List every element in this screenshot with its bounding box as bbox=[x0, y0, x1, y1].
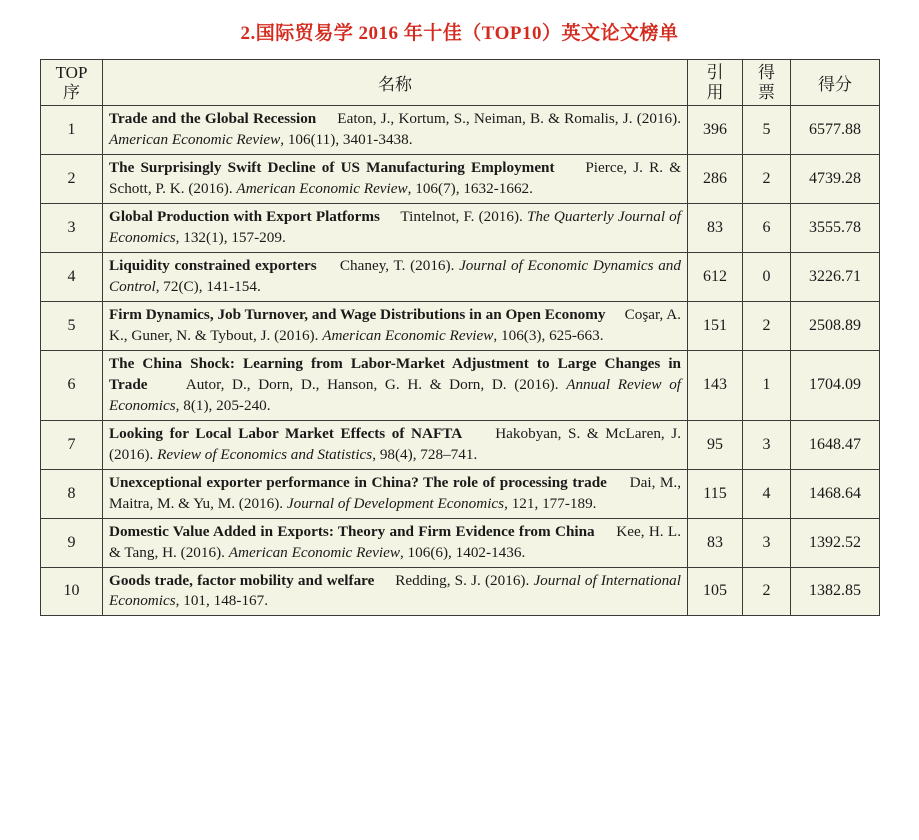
table-row bbox=[41, 350, 880, 420]
paper-locator: , 132(1), 157-209. bbox=[175, 228, 286, 246]
cell-score: 1392.52 bbox=[791, 518, 880, 567]
cell-votes: 2 bbox=[743, 301, 791, 350]
table-row bbox=[41, 106, 880, 155]
paper-locator: , 101, 148-167. bbox=[175, 592, 269, 610]
column-header-votes-line2: 票 bbox=[758, 82, 775, 102]
cell-score: 3555.78 bbox=[791, 203, 880, 252]
paper-title: Firm Dynamics, Job Turnover, and Wage Distributions in an Open Economy bbox=[109, 305, 606, 323]
paper-title: Looking for Local Labor Market Effects of NAFTA bbox=[109, 424, 463, 442]
cell-name bbox=[103, 350, 688, 420]
cell-votes: 2 bbox=[743, 567, 791, 616]
cell-name bbox=[103, 155, 688, 204]
paper-locator: , 106(11), 3401-3438. bbox=[280, 131, 413, 149]
cell-score: 1704.09 bbox=[791, 350, 880, 420]
column-header-rank-line2: 序 bbox=[63, 82, 80, 102]
table-row bbox=[41, 301, 880, 350]
paper-journal: American Economic Review bbox=[228, 543, 400, 561]
cell-rank: 9 bbox=[41, 518, 103, 567]
paper-journal: American Economic Review bbox=[109, 131, 281, 149]
paper-title: Liquidity constrained exporters bbox=[109, 256, 317, 274]
table-row bbox=[41, 155, 880, 204]
cell-citations: 143 bbox=[688, 350, 743, 420]
cell-citations: 396 bbox=[688, 106, 743, 155]
paper-authors: Kee, H. L. & Tang, H. (2016). bbox=[109, 522, 681, 561]
cell-rank: 6 bbox=[41, 350, 103, 420]
column-header-citations-line1: 引 bbox=[706, 63, 724, 82]
cell-rank: 1 bbox=[41, 106, 103, 155]
cell-name bbox=[103, 301, 688, 350]
table-row bbox=[41, 203, 880, 252]
cell-votes: 5 bbox=[743, 106, 791, 155]
paper-locator: , 98(4), 728–741. bbox=[372, 445, 478, 463]
cell-score: 1648.47 bbox=[791, 420, 880, 469]
paper-journal: Annual Review of Economics bbox=[109, 375, 682, 414]
column-header-citations bbox=[688, 60, 743, 106]
page-title: 2.国际贸易学 2016 年十佳（TOP10）英文论文榜单 bbox=[240, 23, 679, 44]
paper-authors: Eaton, J., Kortum, S., Neiman, B. & Romalis, J. (2016). bbox=[337, 110, 682, 128]
paper-title: Domestic Value Added in Exports: Theory and Firm Evidence from China bbox=[109, 522, 595, 540]
paper-locator: , 8(1), 205-240. bbox=[175, 396, 271, 414]
cell-score: 3226.71 bbox=[791, 252, 880, 301]
paper-authors: Coşar, A. K., Guner, N. & Tybout, J. (2016). bbox=[109, 305, 681, 344]
paper-title: Trade and the Global Recession bbox=[109, 110, 317, 128]
cell-citations: 286 bbox=[688, 155, 743, 204]
table-header-row bbox=[41, 60, 880, 106]
table-row bbox=[41, 420, 880, 469]
column-header-rank bbox=[41, 60, 103, 106]
column-header-rank-line1: TOP bbox=[55, 63, 88, 82]
cell-citations: 95 bbox=[688, 420, 743, 469]
paper-authors: Tintelnot, F. (2016). bbox=[400, 207, 523, 225]
column-header-votes-line1: 得 bbox=[758, 63, 775, 82]
paper-title: The Surprisingly Swift Decline of US Manufacturing Employment bbox=[109, 159, 555, 177]
column-header-citations-line2: 用 bbox=[706, 82, 724, 102]
cell-name bbox=[103, 567, 688, 616]
paper-title: Global Production with Export Platforms bbox=[109, 207, 380, 225]
cell-rank: 8 bbox=[41, 469, 103, 518]
table-row bbox=[41, 518, 880, 567]
paper-title: Goods trade, factor mobility and welfare bbox=[109, 571, 375, 589]
paper-journal: Journal of International Economics bbox=[109, 571, 681, 610]
paper-locator: , 106(7), 1632-1662. bbox=[407, 180, 533, 197]
cell-name bbox=[103, 469, 688, 518]
cell-votes: 0 bbox=[743, 252, 791, 301]
cell-rank: 2 bbox=[41, 155, 103, 204]
cell-votes: 4 bbox=[743, 469, 791, 518]
cell-name bbox=[103, 106, 688, 155]
paper-locator: , 106(3), 625-663. bbox=[493, 326, 604, 344]
cell-score: 1468.64 bbox=[791, 469, 880, 518]
cell-name bbox=[103, 420, 688, 469]
table-row bbox=[41, 567, 880, 616]
paper-journal: American Economic Review bbox=[236, 180, 408, 197]
table-body bbox=[41, 106, 880, 616]
cell-score: 6577.88 bbox=[791, 106, 880, 155]
paper-journal: Review of Economics and Statistics bbox=[157, 445, 373, 463]
cell-name bbox=[103, 203, 688, 252]
cell-citations: 105 bbox=[688, 567, 743, 616]
cell-citations: 115 bbox=[688, 469, 743, 518]
cell-votes: 3 bbox=[743, 518, 791, 567]
paper-authors: Pierce, J. R. & Schott, P. K. (2016). bbox=[109, 159, 682, 197]
table-row bbox=[41, 252, 880, 301]
paper-journal: Journal of Development Economics bbox=[286, 494, 505, 512]
cell-name bbox=[103, 252, 688, 301]
cell-votes: 3 bbox=[743, 420, 791, 469]
cell-votes: 1 bbox=[743, 350, 791, 420]
cell-citations: 83 bbox=[688, 518, 743, 567]
paper-authors: Dai, M., Maitra, M. & Yu, M. (2016). bbox=[109, 473, 682, 512]
cell-rank: 4 bbox=[41, 252, 103, 301]
paper-locator: , 72(C), 141-154. bbox=[155, 277, 261, 295]
cell-votes: 2 bbox=[743, 155, 791, 204]
paper-locator: , 121, 177-189. bbox=[504, 494, 597, 512]
table-header bbox=[41, 60, 880, 106]
paper-journal: Journal of Economic Dynamics and Control bbox=[109, 256, 681, 295]
column-header-score: 得分 bbox=[791, 60, 880, 106]
paper-title: Unexceptional exporter performance in China? The role of processing trade bbox=[109, 473, 607, 491]
table-row bbox=[41, 469, 880, 518]
cell-score: 2508.89 bbox=[791, 301, 880, 350]
column-header-name: 名称 bbox=[103, 60, 688, 106]
column-header-votes bbox=[743, 60, 791, 106]
paper-authors: Autor, D., Dorn, D., Hanson, G. H. & Dorn, D. (2016). bbox=[185, 375, 559, 393]
cell-score: 1382.85 bbox=[791, 567, 880, 616]
paper-journal: The Quarterly Journal of Economics bbox=[109, 207, 681, 246]
paper-title: The China Shock: Learning from Labor-Market Adjustment to Large Changes in Trade bbox=[109, 354, 681, 393]
cell-citations: 151 bbox=[688, 301, 743, 350]
cell-rank: 10 bbox=[41, 567, 103, 616]
cell-rank: 7 bbox=[41, 420, 103, 469]
cell-citations: 83 bbox=[688, 203, 743, 252]
cell-score: 4739.28 bbox=[791, 155, 880, 204]
cell-name bbox=[103, 518, 688, 567]
paper-authors: Redding, S. J. (2016). bbox=[395, 571, 530, 589]
ranking-table bbox=[40, 59, 880, 616]
cell-rank: 3 bbox=[41, 203, 103, 252]
paper-authors: Chaney, T. (2016). bbox=[339, 256, 455, 274]
cell-rank: 5 bbox=[41, 301, 103, 350]
cell-citations: 612 bbox=[688, 252, 743, 301]
paper-locator: , 106(6), 1402-1436. bbox=[399, 543, 526, 561]
cell-votes: 6 bbox=[743, 203, 791, 252]
paper-journal: American Economic Review bbox=[322, 326, 494, 344]
paper-authors: Hakobyan, S. & McLaren, J. (2016). bbox=[109, 424, 682, 463]
